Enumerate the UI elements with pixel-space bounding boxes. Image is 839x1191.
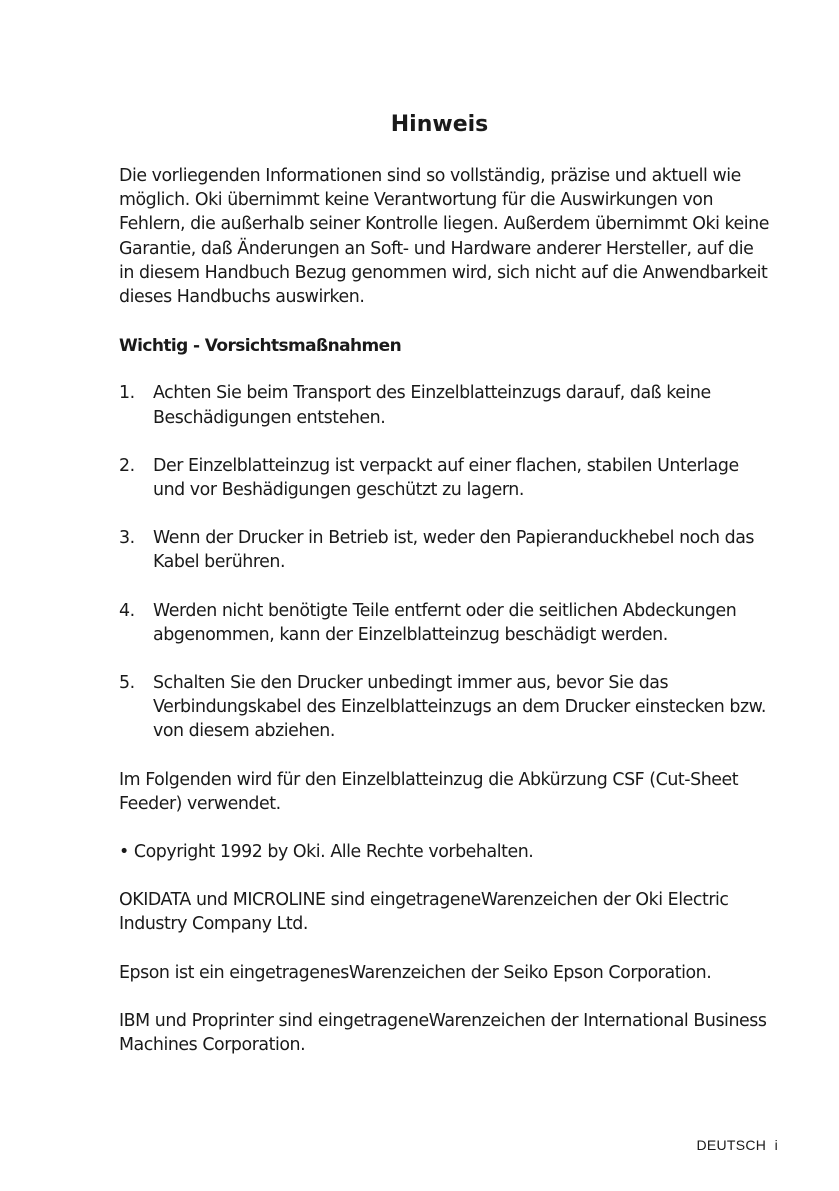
- trademark-oki-paragraph: OKIDATA und MICROLINE sind eingetrageneWarenzeichen der Oki Electric Industry Company Ltd.: [119, 890, 729, 935]
- intro-paragraph: Die vorliegenden Informationen sind so vollständig, präzise und aktuell wie möglich. Oki übernimmt keine Verantwortung für die Auswirkungen von Fehlern, die außerhalb seiner Kontrolle liegen. Außerdem übernimmt Oki keine Garantie, daß Änderungen an Soft- und Hardware anderer Hersteller, auf die in diesem Handbuch Bezug genommen wird, sich nicht auf die Anwendbarkeit dieses Handbuchs auswirken.: [119, 166, 769, 308]
- list-item-text: Wenn der Drucker in Betrieb ist, weder den Papieranduckhebel noch das Kabel berühren.: [153, 528, 755, 573]
- list-item: [119, 381, 769, 429]
- list-item: [119, 671, 769, 744]
- page-title: Hinweis: [390, 112, 489, 137]
- list-item-number: 2.: [119, 455, 135, 476]
- page-footer: DEUTSCH i: [696, 1137, 778, 1153]
- document-body: [119, 164, 769, 1081]
- abbreviation-paragraph: Im Folgenden wird für den Einzelblatteinzug die Abkürzung CSF (Cut-Sheet Feeder) verwendet.: [119, 769, 739, 814]
- precautions-list: [119, 381, 769, 743]
- list-item: [119, 599, 769, 647]
- list-item-text: Werden nicht benötigte Teile entfernt oder die seitlichen Abdeckungen abgenommen, kann der Einzelblatteinzug beschädigt werden.: [153, 600, 737, 645]
- list-item: [119, 454, 769, 502]
- list-item-number: 5.: [119, 673, 135, 694]
- list-item-number: 3.: [119, 528, 135, 549]
- list-item-text: Schalten Sie den Drucker unbedingt immer aus, bevor Sie das Verbindungskabel des Einzelblatteinzugs an dem Drucker einstecken bzw. von diesem abziehen.: [153, 673, 766, 742]
- trademark-ibm-paragraph: IBM und Proprinter sind eingetrageneWarenzeichen der International Business Machines Corporation.: [119, 1010, 767, 1056]
- list-item-number: 4.: [119, 600, 135, 621]
- list-item-text: Achten Sie beim Transport des Einzelblatteinzugs darauf, daß keine Beschädigungen entstehen.: [153, 383, 711, 428]
- list-item-number: 1.: [119, 383, 135, 404]
- precautions-heading: Wichtig - Vorsichtsmaßnahmen: [119, 336, 402, 357]
- trademark-epson-paragraph: Epson ist ein eingetragenesWarenzeichen der Seiko Epson Corporation.: [119, 962, 712, 983]
- list-item-text: Der Einzelblatteinzug ist verpackt auf einer flachen, stabilen Unterlage und vor Beshädigungen geschützt zu lagern.: [153, 455, 739, 501]
- copyright-paragraph: • Copyright 1992 by Oki. Alle Rechte vorbehalten.: [119, 842, 534, 863]
- list-item: [119, 526, 769, 574]
